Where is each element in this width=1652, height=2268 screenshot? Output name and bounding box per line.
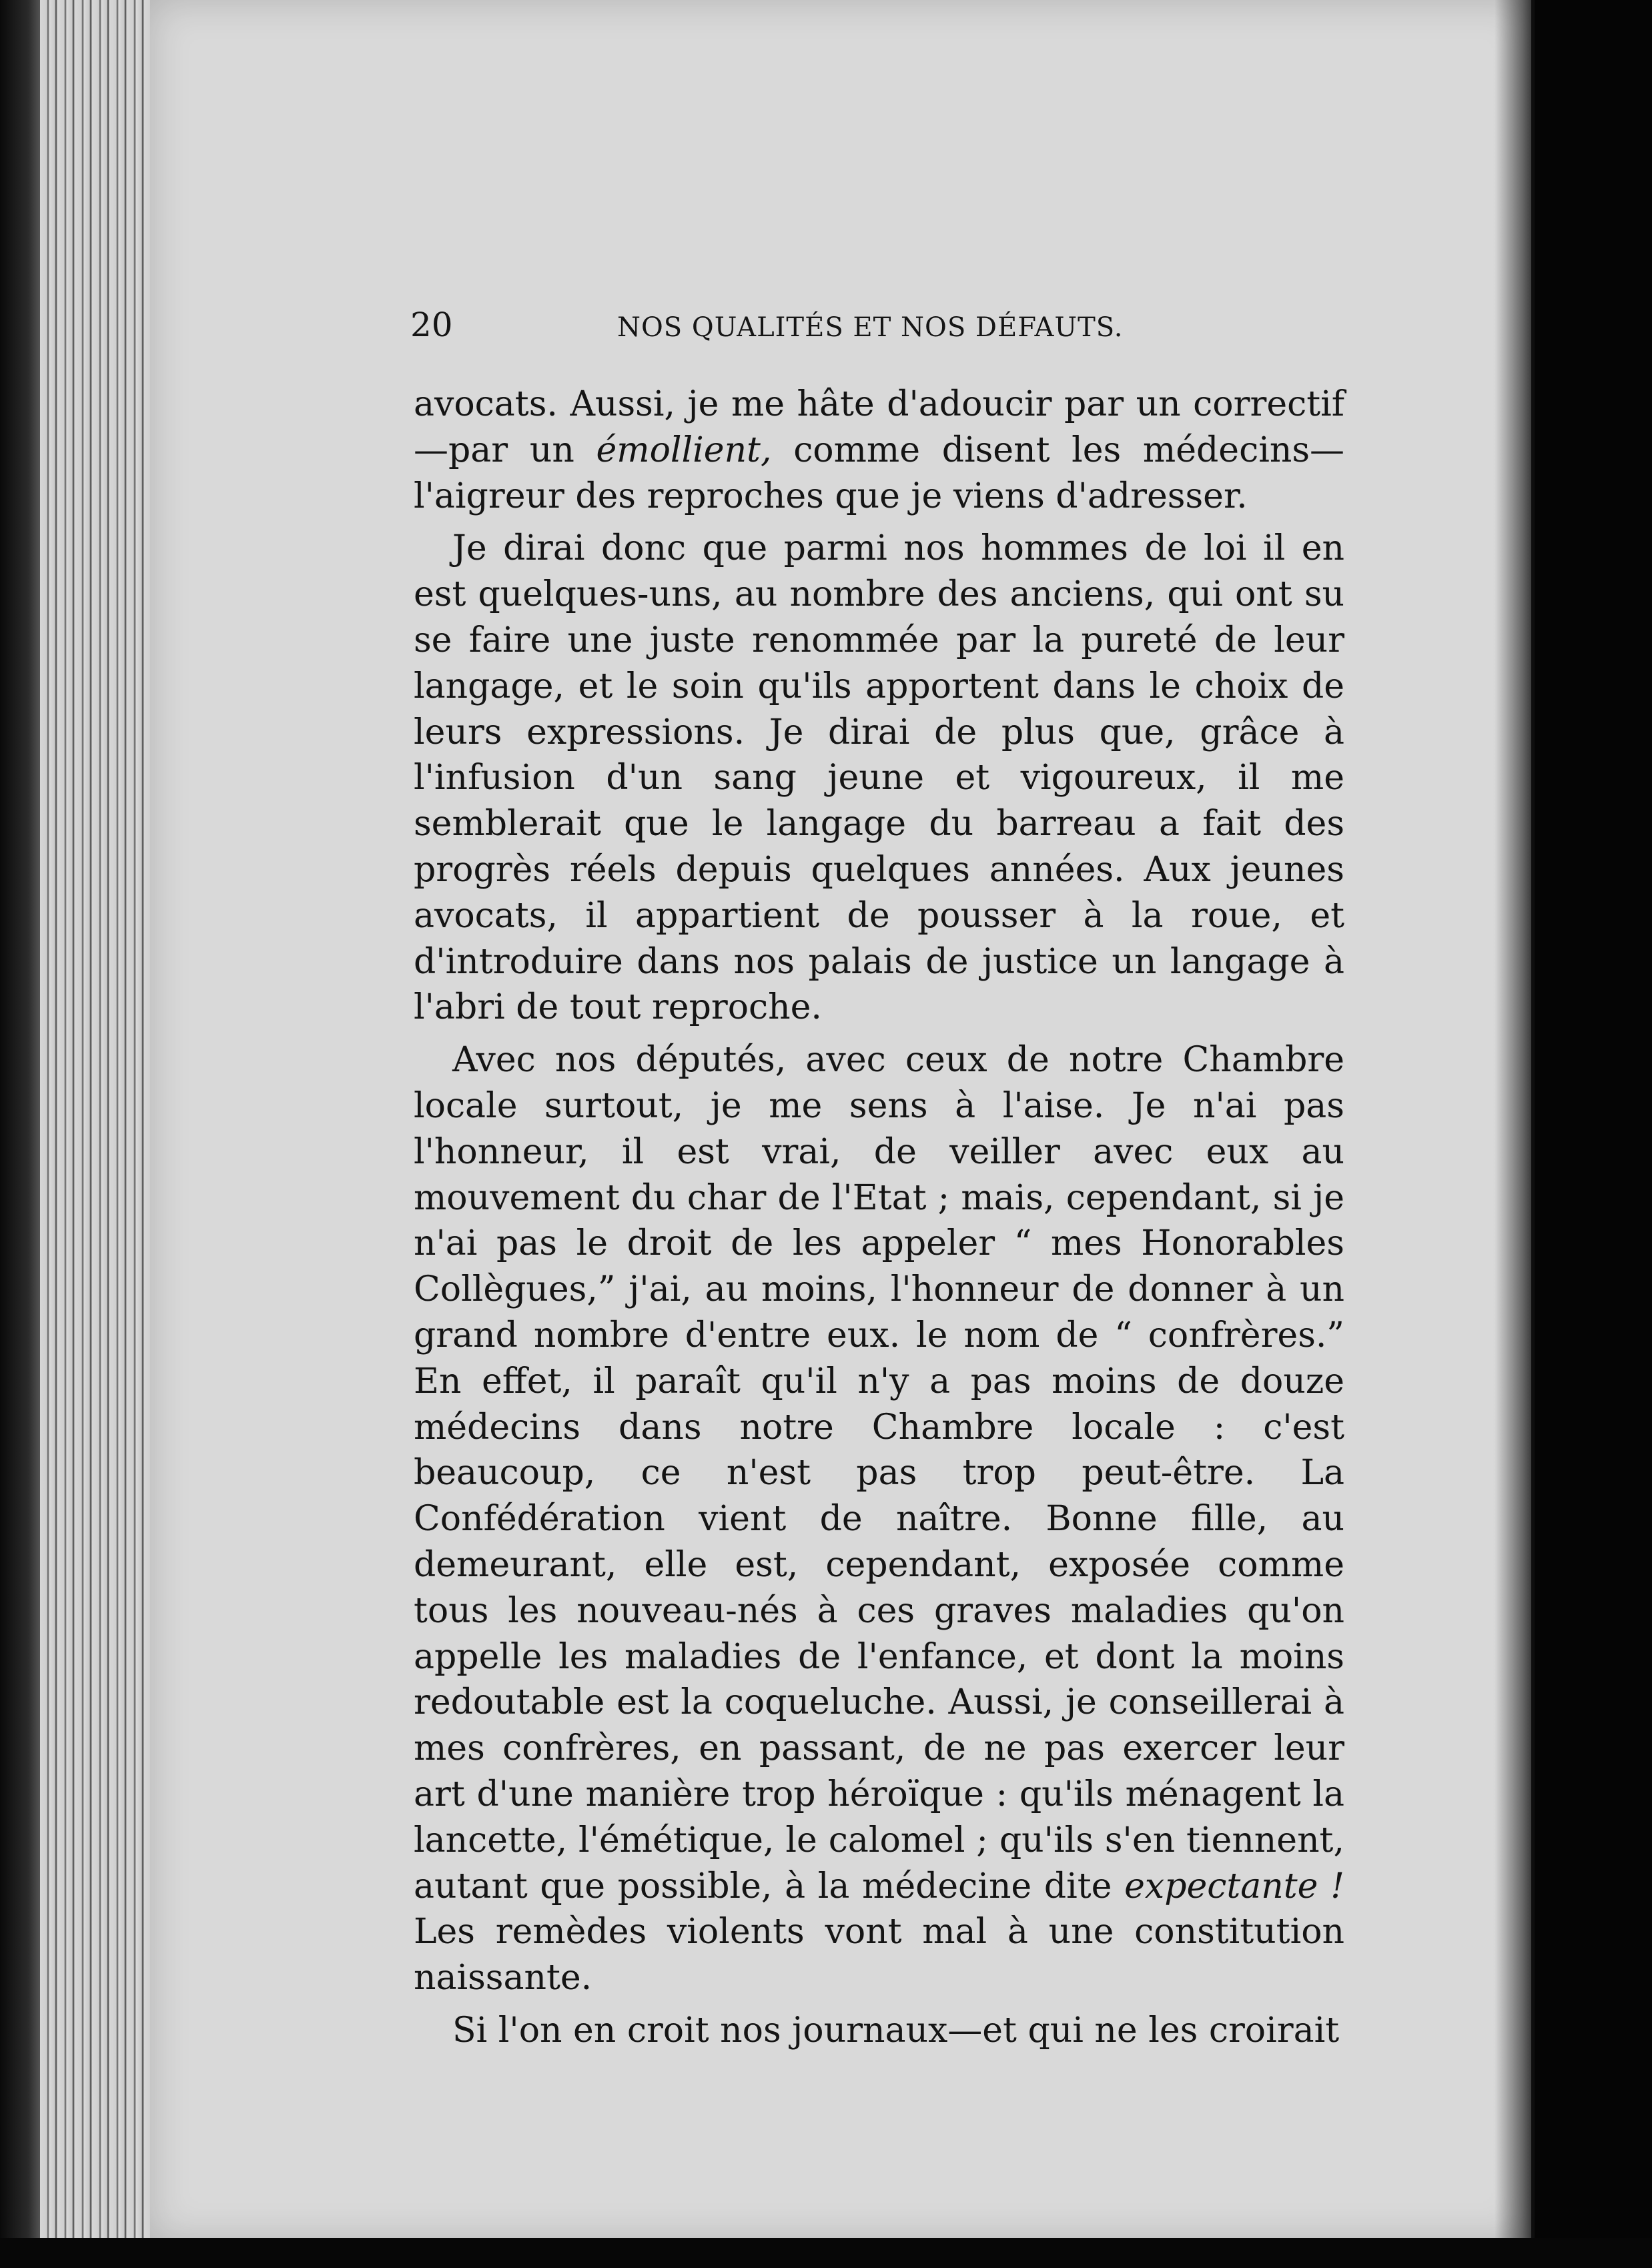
paragraph-3-text-a: Avec nos députés, avec ceux de notre Chambre locale surtout, je me sens à l'aise. Je n'ai pas l'honneur, il est vrai, de veiller avec eux au mouvement du char de l'Etat ; mais, cependant, si je n'ai pas le droit de les appeler “ mes Honorables Collègues,” j'ai, au moins, l'honneur de donner à un grand nombre d'entre eux. le nom de “ confrères.” En effet, il paraît qu'il n'y a pas moins de douze médecins dans notre Chambre locale : c'est beaucoup, ce n'est pas trop peut-être. La Confédération vient de naître. Bonne fille, au demeurant, elle est, cependant, exposée comme tous les nouveau-nés à ces graves maladies qu'on appelle les maladies de l'enfance, et dont la moins redoutable est la coqueluche. Aussi, je conseillerai à mes confrères, en passant, de ne pas exercer leur art d'une manière trop héroïque : qu'ils ménagent la lancette, l'émétique, le calomel ; qu'ils s'en tiennent, autant que possible, à la médecine dite [414, 1040, 1344, 1906]
page-number: 20 [410, 306, 453, 344]
paragraph-1-text-a: avocats. Aussi, je me hâte d'adoucir par un correctif—par un [414, 384, 1344, 470]
body-text [414, 382, 1344, 2061]
paragraph-1-text-b: comme disent les médecins—l'aigreur des reproches que je viens d'adresser. [414, 430, 1344, 516]
paragraph-1 [414, 382, 1344, 519]
paragraph-3 [414, 1037, 1344, 2001]
page-leaf-edges [40, 0, 153, 2268]
paragraph-2: Je dirai donc que parmi nos hommes de loi il en est quelques-uns, au nombre des anciens, qui ont su se faire une juste renommée par la pureté de leur langage, et le soin qu'ils apportent dans le choix de leurs expressions. Je dirai de plus que, grâce à l'infusion d'un sang jeune et vigoureux, il me semblerait que le langage du barreau a fait des progrès réels depuis quelques années. Aux jeunes avocats, il appartient de pousser à la roue, et d'introduire dans nos palais de justice un langage à l'abri de tout reproche. [414, 528, 1344, 1028]
paragraph-1-italic: émollient, [596, 430, 772, 470]
scan-right-border [1535, 0, 1652, 2268]
paragraph-3-text-b: Les remèdes violents vont mal à une constitution naissante. [414, 1912, 1344, 1999]
paragraph-3-italic: expectante ! [1124, 1866, 1344, 1906]
running-head: NOS QUALITÉS ET NOS DÉFAUTS. [617, 312, 1124, 343]
scan-bottom-border [0, 2238, 1652, 2268]
paragraph-4: Si l'on en croit nos journaux—et qui ne les croirait [452, 2010, 1340, 2051]
